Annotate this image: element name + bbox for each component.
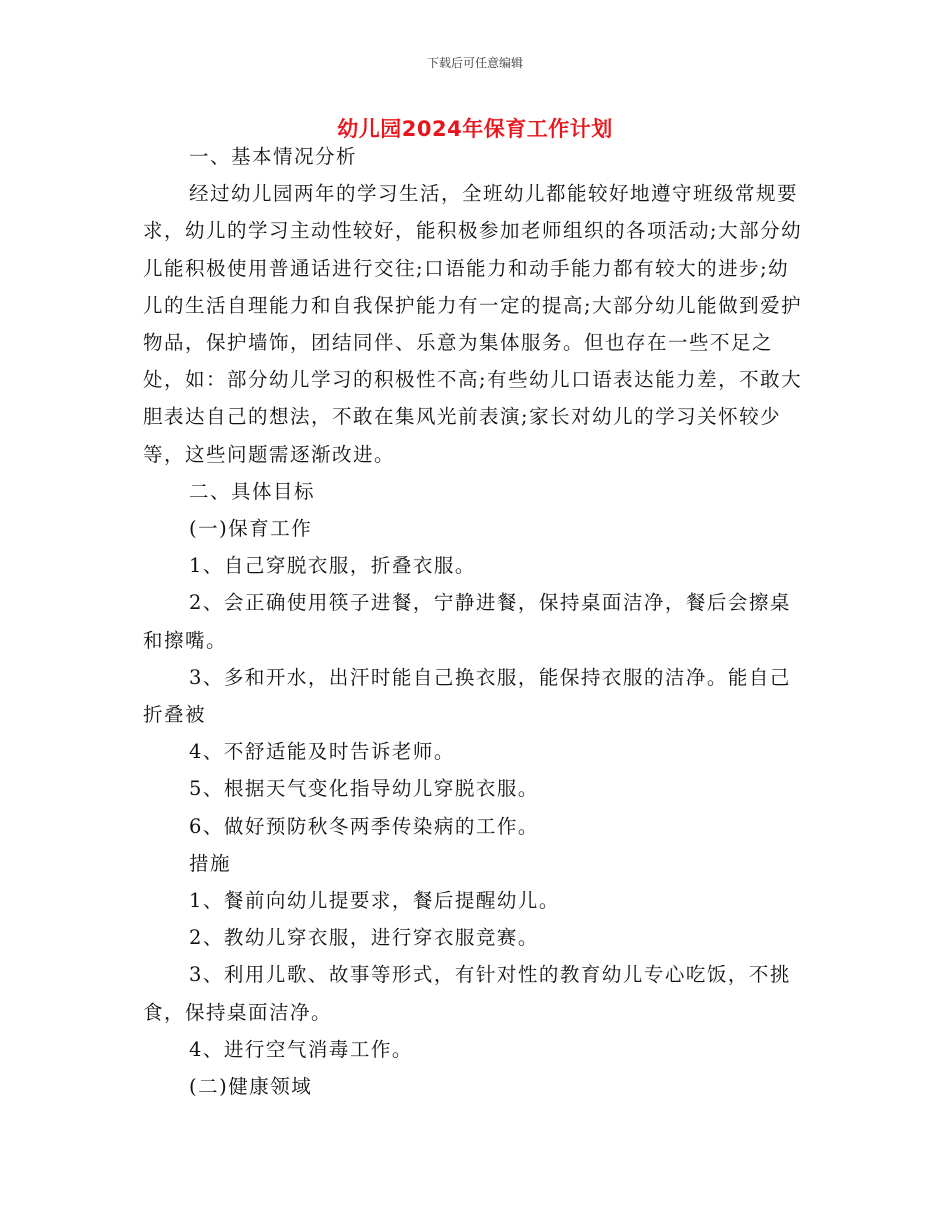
measures-heading: 措施 <box>189 851 232 875</box>
subsection-heading-care-work: (一)保育工作 <box>189 517 313 541</box>
subsection-heading-health: (二)健康领域 <box>189 1075 313 1099</box>
goal-item-4: 4、不舒适能及时告诉老师。 <box>189 740 455 764</box>
goal-item-5: 5、根据天气变化指导幼儿穿脱衣服。 <box>189 777 539 801</box>
measure-item-3: 3、利用儿歌、故事等形式，有针对性的教育幼儿专心吃饭，不挑食，保持桌面洁净。 <box>143 963 791 1024</box>
document-body <box>143 138 808 1105</box>
measure-item-4: 4、进行空气消毒工作。 <box>189 1037 413 1061</box>
paragraph-basic-analysis: 经过幼儿园两年的学习生活，全班幼儿都能较好地遵守班级常规要求，幼儿的学习主动性较好，能积极参加老师组织的各项活动;大部分幼儿能积极使用普通话进行交往;口语能力和动手能力都有较大的进步;幼儿的生活自理能力和自我保护能力有一定的提高;大部分幼儿能做到爱护物品，保护墙饰，团结同伴、乐意为集体服务。但也存在一些不足之处，如：部分幼儿学习的积极性不高;有些幼儿口语表达能力差，不敢大胆表达自己的想法，不敢在集风光前表演;家长对幼儿的学习关怀较少等，这些问题需逐渐改进。 <box>143 182 803 466</box>
goal-item-1: 1、自己穿脱衣服，折叠衣服。 <box>189 554 476 578</box>
measure-item-2: 2、教幼儿穿衣服，进行穿衣服竞赛。 <box>189 926 539 950</box>
goal-item-2: 2、会正确使用筷子进餐，宁静进餐，保持桌面洁净，餐后会擦桌和擦嘴。 <box>143 591 791 652</box>
section-heading-basic-analysis: 一、基本情况分析 <box>189 145 358 168</box>
goal-item-6: 6、做好预防秋冬两季传染病的工作。 <box>189 814 539 838</box>
measure-item-1: 1、餐前向幼儿提要求，餐后提醒幼儿。 <box>189 889 560 913</box>
header-note: 下载后可任意编辑 <box>426 56 523 70</box>
section-heading-specific-goals: 二、具体目标 <box>189 479 316 503</box>
goal-item-3: 3、多和开水，出汗时能自己换衣服，能保持衣服的洁净。能自己折叠被 <box>143 665 791 727</box>
document-title: 幼儿园2024年保育工作计划 <box>337 117 613 141</box>
